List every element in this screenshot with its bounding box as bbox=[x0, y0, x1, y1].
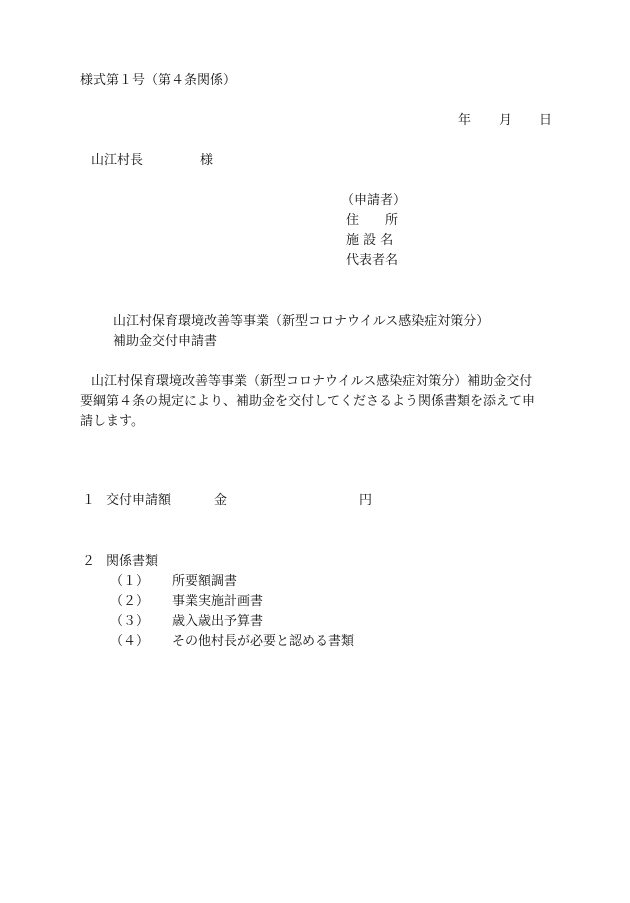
section1-currency-unit: 円 bbox=[359, 493, 373, 508]
section1-number: １ bbox=[82, 493, 96, 508]
attachment-item-text: その他村長が必要と認める書類 bbox=[172, 634, 355, 649]
attachment-item-number: （２） bbox=[110, 594, 150, 609]
attachment-item-number: （３） bbox=[110, 614, 150, 629]
attachment-item-text: 事業実施計画書 bbox=[172, 594, 264, 609]
attachment-item-text: 歳入歳出予算書 bbox=[172, 614, 264, 629]
applicant-heading: （申請者） bbox=[341, 193, 407, 208]
applicant-address-label: 住 所 bbox=[346, 213, 399, 228]
date-month-label: 月 bbox=[499, 113, 513, 128]
section2-number: ２ bbox=[82, 554, 96, 569]
section1-currency-prefix: 金 bbox=[214, 493, 228, 508]
date-year-label: 年 bbox=[458, 113, 472, 128]
document-title-line2: 補助金交付申請書 bbox=[113, 334, 218, 349]
date-day-label: 日 bbox=[539, 113, 553, 128]
applicant-facility-label: 施 設 名 bbox=[346, 233, 394, 248]
document-title-line1: 山江村保育環境改善等事業（新型コロナウイルス感染症対策分） bbox=[113, 314, 490, 329]
section2-label: 関係書類 bbox=[106, 554, 159, 569]
addressee-name: 山江村長 bbox=[91, 153, 144, 168]
addressee-honorific: 様 bbox=[200, 153, 214, 168]
attachment-item-number: （４） bbox=[110, 634, 150, 649]
attachment-item-text: 所要額調書 bbox=[172, 574, 238, 589]
form-number: 様式第１号（第４条関係） bbox=[80, 73, 237, 88]
attachment-item-number: （１） bbox=[110, 574, 150, 589]
body-text-line3: 請します。 bbox=[80, 414, 144, 429]
applicant-representative-label: 代表者名 bbox=[346, 253, 399, 268]
section1-label: 交付申請額 bbox=[106, 493, 172, 508]
body-text-line1: 山江村保育環境改善等事業（新型コロナウイルス感染症対策分）補助金交付 bbox=[91, 374, 533, 389]
body-text-line2: 要綱第４条の規定により、補助金を交付してくださるよう関係書類を添えて申 bbox=[80, 394, 536, 409]
